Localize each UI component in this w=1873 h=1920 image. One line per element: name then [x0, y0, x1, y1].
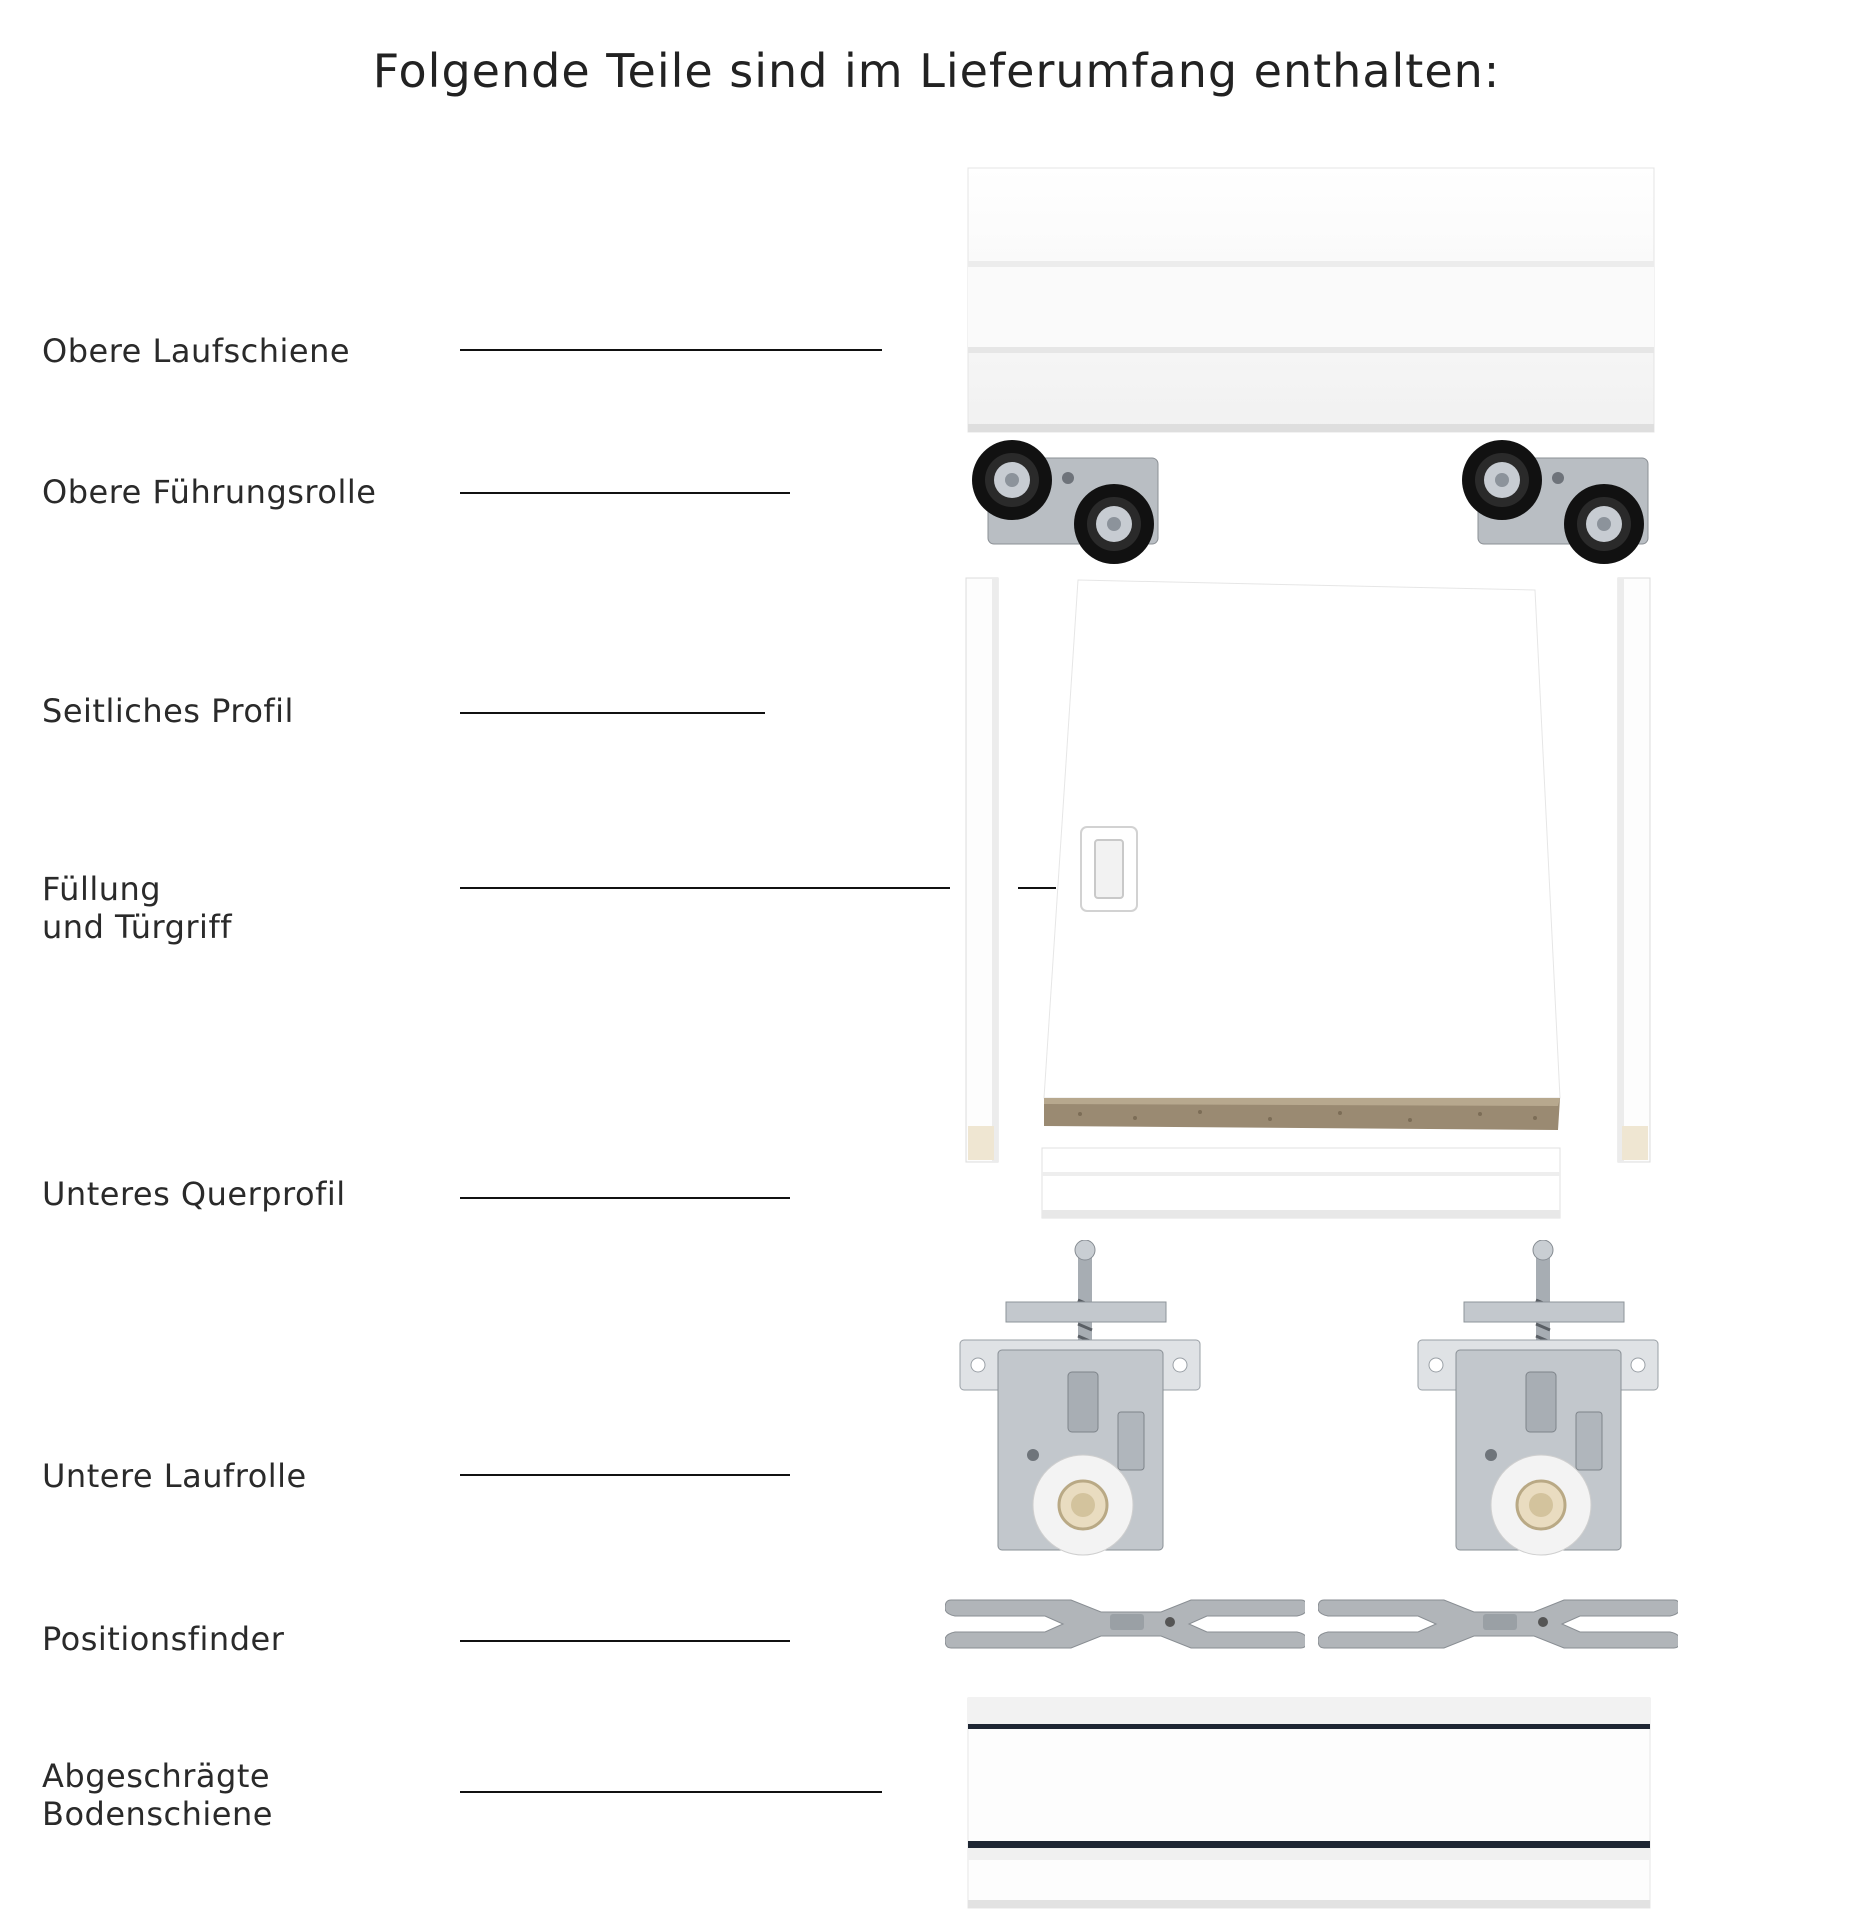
label-untere-laufrolle: Untere Laufrolle: [42, 1457, 307, 1495]
leader-line-unteres-querprofil: [460, 1197, 790, 1199]
label-unteres-querprofil: Unteres Querprofil: [42, 1175, 346, 1213]
leader-line-obere-laufschiene: [460, 349, 882, 351]
door-handle: [1078, 824, 1140, 914]
leader-line-obere-fuehrungsrolle: [460, 492, 790, 494]
label-bodenschiene-line1: Abgeschrägte: [42, 1757, 271, 1795]
leader-line-positionsfinder: [460, 1640, 790, 1642]
leader-line-untere-laufrolle: [460, 1474, 790, 1476]
label-positionsfinder: Positionsfinder: [42, 1620, 285, 1658]
label-bodenschiene: [42, 1757, 273, 1833]
page-title: Folgende Teile sind im Lieferumfang enthalten:: [372, 44, 1501, 98]
leader-line-bodenschiene: [460, 1791, 882, 1793]
lower-running-roller-left: [958, 1240, 1203, 1560]
side-profile-left: [962, 576, 1002, 1166]
label-fuellung-line1: Füllung: [42, 870, 162, 908]
position-finder-left: [945, 1594, 1305, 1654]
leader-line-seitliches-profil: [460, 712, 765, 714]
label-obere-laufschiene: Obere Laufschiene: [42, 332, 351, 370]
lower-running-roller-right: [1416, 1240, 1661, 1560]
position-finder-right: [1318, 1594, 1678, 1654]
label-bodenschiene-line2: Bodenschiene: [42, 1795, 273, 1833]
label-obere-fuehrungsrolle: Obere Führungsrolle: [42, 473, 377, 511]
label-fuellung-line2: und Türgriff: [42, 908, 232, 946]
label-seitliches-profil: Seitliches Profil: [42, 692, 294, 730]
lower-cross-profile: [1040, 1146, 1564, 1222]
bottom-rail-image: [966, 1696, 1652, 1910]
top-rail-image: [966, 166, 1656, 436]
upper-guide-roller-right: [1460, 438, 1660, 573]
side-profile-right: [1614, 576, 1654, 1166]
label-fuellung-tuergriff: [42, 870, 232, 946]
leader-line-fuellung: [460, 887, 950, 889]
upper-guide-roller-left: [970, 438, 1170, 573]
